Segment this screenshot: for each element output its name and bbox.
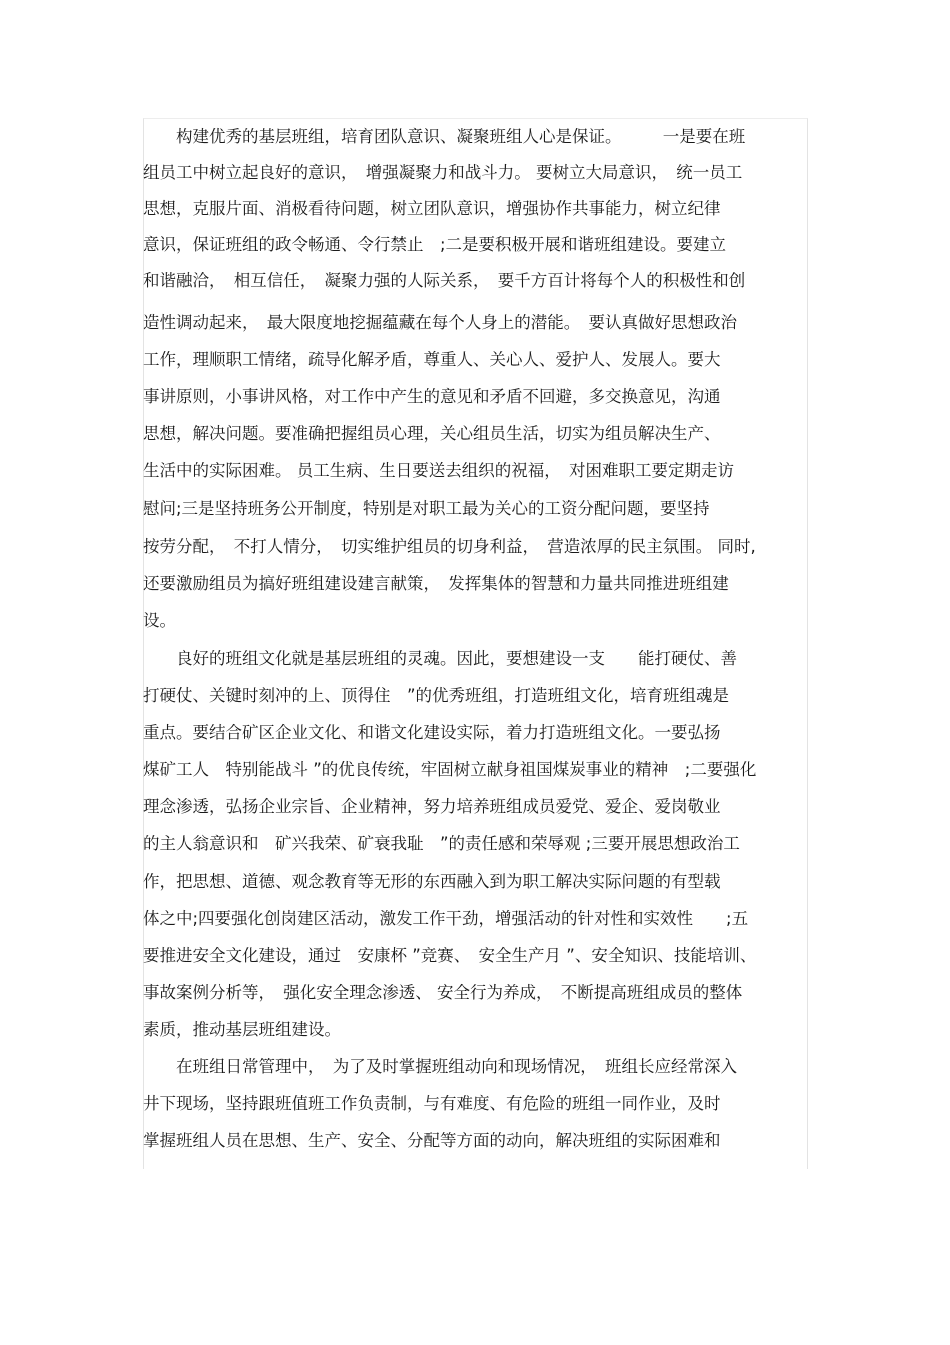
text-line: 良好的班组文化就是基层班组的灵魂。因此，要想建设一支 能打硬仗、善 [143, 649, 737, 668]
text-line: 煤矿工人 特别能战斗 ”的优良传统，牢固树立献身祖国煤炭事业的精神 ;二要强化 [143, 760, 757, 779]
text-line: 在班组日常管理中， 为了及时掌握班组动向和现场情况， 班组长应经常深入 [143, 1057, 737, 1076]
text-line: 意识，保证班组的政令畅通、令行禁止 ;二是要积极开展和谐班组建设。要建立 [143, 235, 727, 254]
text-line: 打硬仗、关键时刻冲的上、顶得住 ”的优秀班组，打造班组文化，培育班组魂是 [143, 686, 730, 705]
text-line: 工作，理顺职工情绪，疏导化解矛盾，尊重人、关心人、爱护人、发展人。要大 [143, 350, 721, 369]
text-line: 重点。要结合矿区企业文化、和谐文化建设实际，着力打造班组文化。一要弘扬 [143, 723, 721, 742]
text-line: 事讲原则，小事讲风格，对工作中产生的意见和矛盾不回避，多交换意见，沟通 [143, 387, 721, 406]
text-line: 要推进安全文化建设，通过 安康杯 ”竞赛、 安全生产月 ”、安全知识、技能培训、 [143, 946, 757, 965]
text-line: 慰问;三是坚持班务公开制度，特别是对职工最为关心的工资分配问题，要坚持 [143, 499, 710, 518]
text-line: 理念渗透，弘扬企业宗旨、企业精神，努力培养班组成员爱党、爱企、爱岗敬业 [143, 797, 721, 816]
text-line: 设。 [143, 611, 176, 630]
text-line: 造性调动起来， 最大限度地挖掘蕴藏在每个人身上的潜能。 要认真做好思想政治 [143, 313, 737, 332]
text-line: 构建优秀的基层班组，培育团队意识、凝聚班组人心是保证。 一是要在班 [143, 127, 746, 146]
text-line: 和谐融洽， 相互信任， 凝聚力强的人际关系， 要千方百计将每个人的积极性和创 [143, 271, 746, 290]
text-line: 事故案例分析等， 强化安全理念渗透、 安全行为养成， 不断提高班组成员的整体 [143, 983, 743, 1002]
text-line: 作，把思想、道德、观念教育等无形的东西融入到为职工解决实际问题的有型载 [143, 872, 721, 891]
text-line: 思想，解决问题。要准确把握组员心理，关心组员生活，切实为组员解决生产、 [143, 424, 721, 443]
text-line: 井下现场，坚持跟班值班工作负责制，与有难度、有危险的班组一同作业，及时 [143, 1094, 721, 1113]
text-line: 思想，克服片面、消极看待问题，树立团队意识，增强协作共事能力，树立纪律 [143, 199, 721, 218]
text-line: 掌握班组人员在思想、生产、安全、分配等方面的动向，解决班组的实际困难和 [143, 1131, 721, 1150]
text-line: 体之中;四要强化创岗建区活动，激发工作干劲，增强活动的针对性和实效性 ;五 [143, 909, 749, 928]
text-line: 生活中的实际困难。 员工生病、生日要送去组织的祝福， 对困难职工要定期走访 [143, 461, 734, 480]
text-line: 还要激励组员为搞好班组建设建言献策， 发挥集体的智慧和力量共同推进班组建 [143, 574, 729, 593]
text-line: 组员工中树立起良好的意识， 增强凝聚力和战斗力。 要树立大局意识， 统一员工 [143, 163, 743, 182]
text-line: 素质，推动基层班组建设。 [143, 1020, 341, 1039]
text-line: 按劳分配， 不打人情分， 切实维护组员的切身利益， 营造浓厚的民主氛围。 同时, [143, 537, 756, 556]
text-line: 的主人翁意识和 矿兴我荣、矿衰我耻 ”的责任感和荣辱观 ;三要开展思想政治工 [143, 834, 740, 853]
